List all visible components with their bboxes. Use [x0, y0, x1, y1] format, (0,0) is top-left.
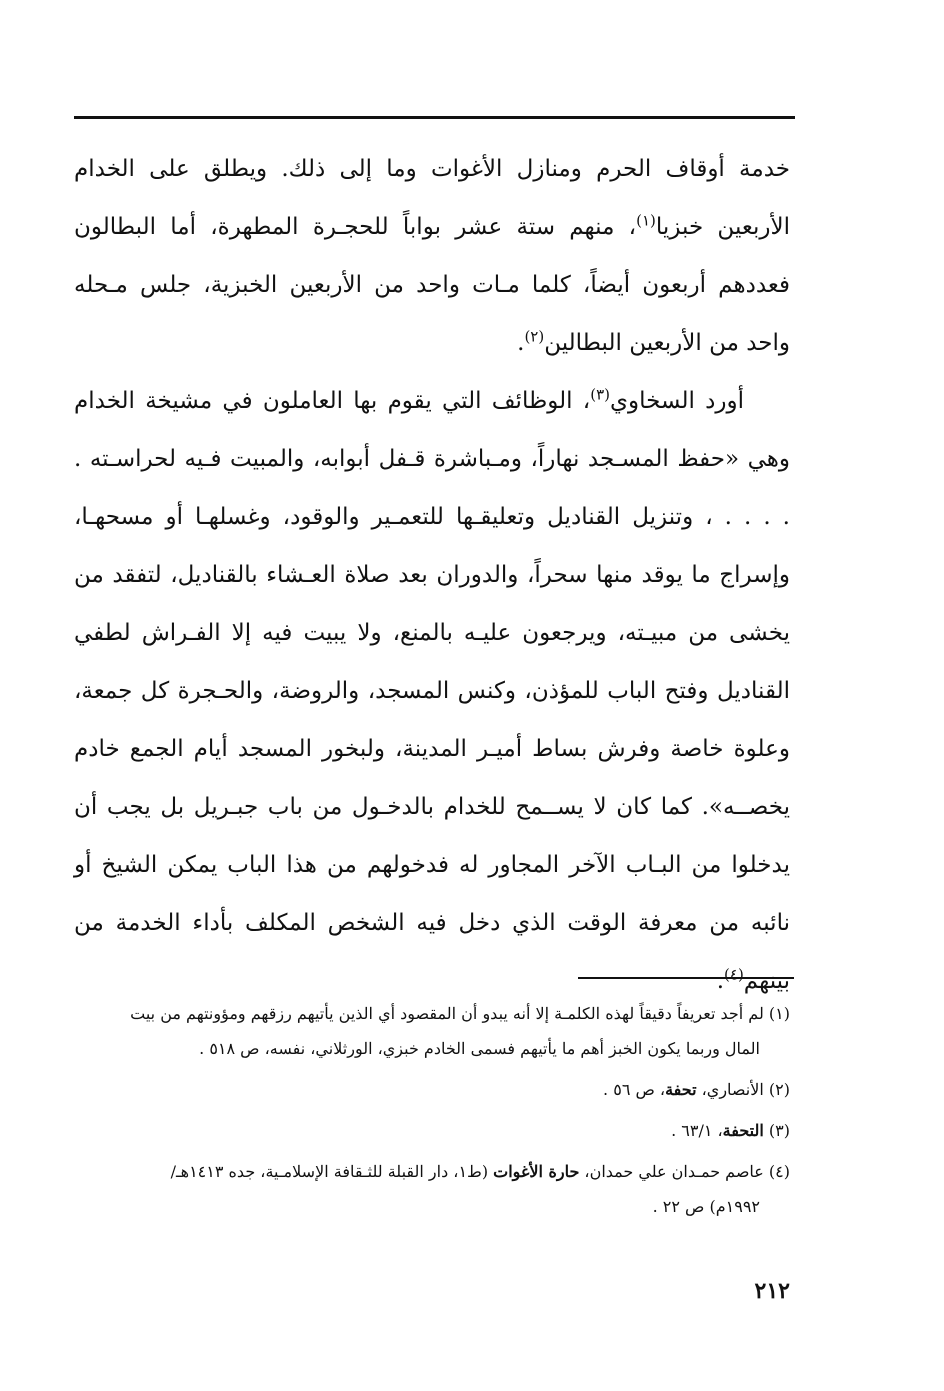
paragraph-2-end: . [716, 968, 725, 994]
footnote-rule [578, 977, 794, 979]
footnote-3-text: (٣) [763, 1121, 790, 1140]
footnote-1 [74, 996, 790, 1066]
body-text [74, 140, 790, 1010]
paragraph-1-end: . [517, 330, 525, 356]
footnote-ref-1[interactable]: (١) [636, 211, 656, 230]
footnote-3 [74, 1113, 790, 1148]
footnote-1-line-1: (١) لم أجد تعريفاً دقيقاً لهذه الكلمـة إلا أنه يبدو أن المقصود أي الذين يأتيهم رزقهم ومؤونتهم من بيت [130, 1004, 790, 1023]
paragraph-1-text-b: ، منهم ستة عشر بواباً للحجـرة المطهرة، أما البطالون فعددهم أربعون أيضاً، كلما مـات واحد من الأربعين الخبزية، جلس مـحله واحد من الأربعين البطالين [74, 214, 790, 356]
footnote-4-text: (٤) عاصم حمـدان علي حمدان، [579, 1162, 790, 1181]
paragraph-1-text: خدمة أوقاف الحرم ومنازل الأغوات وما إلى ذلك. ويطلق على الخدام الأربعين خبزيا [74, 156, 790, 240]
footnote-ref-2[interactable]: (٢) [524, 327, 545, 346]
footnote-3-rest: ، ٦٣/١ . [671, 1121, 723, 1140]
page-number: ٢١٢ [754, 1278, 790, 1304]
paragraph-2-text-b: ، الوظائف التي يقوم بها العاملون في مشيخة الخدام وهي «حفظ المسـجد نهاراً، ومـباشرة قـفل أبوابه، والمبيت فـيه لحراسـته . . . . . ، وتنزيل القناديل وتعليقـها للتعمـير والوقود، وغسلهـا أو مسحهـا، وإسراج ما يوقد منها سحراً، والدوران بعد صلاة العـشاء بالقناديل، لتفقد من يخشى من مبيـته، ويرجعون عليـه بالمنع، ولا يبيت فيه إلا الفـراش لطفي القناديل وفتح الباب للمؤذن، وكنس المسجد، والروضة، والحـجرة كل جمعة، وعلوة خاصة وفرش بساط أميـر المدينة، ولبخور المسجد أيام الجمع خادم يخصــه». كما كان لا يســمح للخدام بالدخـول من باب جبـريل بل يجب أن يدخلوا من البـاب الآخر المجاور له فدخولهم من هذا الباب يمكن الشيخ أو نائبه من معرفة الوقت الذي دخل فيه الشخص المكلف بأداء الخدمة من بينهم [74, 388, 790, 994]
footnote-ref-4[interactable]: (٤) [724, 965, 744, 984]
footnote-4 [74, 1154, 790, 1224]
top-rule [74, 116, 795, 119]
footnote-4-title: حارة الأغوات [493, 1162, 580, 1181]
paragraph-2-text: أورد السخاوي [610, 388, 744, 414]
paragraph-1 [74, 140, 790, 372]
paragraph-2 [74, 372, 790, 1010]
footnote-2-rest: ، ص ٥٦ . [603, 1080, 666, 1099]
footnote-4-rest: (ط١، دار القبلة للثـقافة الإسلامـية، جده ١٤١٣هـ/ [170, 1162, 494, 1181]
footnotes [74, 996, 790, 1230]
footnote-ref-3[interactable]: (٣) [590, 385, 611, 404]
footnote-4-line-2: ١٩٩٢م) ص ٢٢ . [652, 1197, 760, 1216]
footnote-2-title: تحفة [665, 1080, 697, 1099]
footnote-2 [74, 1072, 790, 1107]
footnote-3-title: التحفة [722, 1121, 764, 1140]
footnote-1-line-2: المال وربما يكون الخبز أهم ما يأتيهم فسمى الخادم خبزي، الورثلاني، نفسه، ص ٥١٨ . [199, 1039, 760, 1058]
footnote-2-text: (٢) الأنصاري، [696, 1080, 790, 1099]
